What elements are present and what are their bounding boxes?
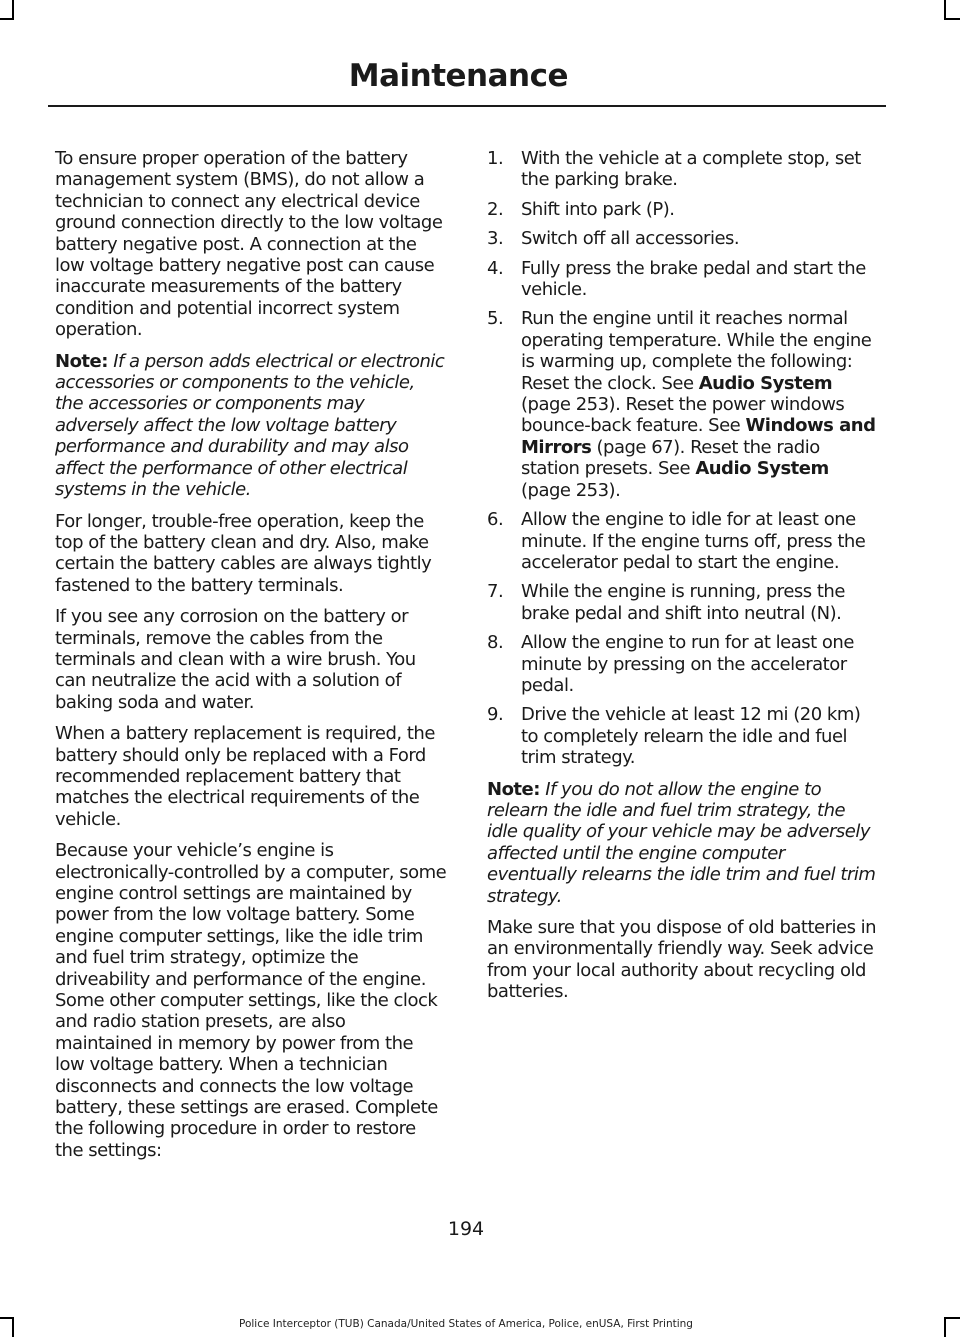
note-text: If you do not allow the engine to relearn the idle and fuel trim strategy, the idle quality of your vehicle may be adversely affected until the engine computer eventually relearns the idle trim and fuel trim strategy. [487,778,876,907]
step-text: Switch off all accessories. [521,228,740,250]
step-number: 4. [487,257,504,279]
step-text-part: Run the engine until it reaches normal operating temperature. While the engine is warming up, complete the following: Reset the clock. See [521,308,872,394]
step-item [487,704,879,768]
step-text: Shift into park (P). [521,198,675,220]
note-text: If a person adds electrical or electronic accessories or components to the vehicle, the accessories or components may adversely affect the low voltage battery performance and durability and may also affect the performance of other electrical systems in the vehicle. [55,350,445,501]
step-item [487,199,879,220]
step-text: Fully press the brake pedal and start the vehicle. [521,257,866,301]
step-text: Allow the engine to run for at least one minute by pressing on the accelerator pedal. [521,632,854,696]
cross-reference-link[interactable]: Windows and Mirrors [521,415,876,458]
step-number: 6. [487,509,504,531]
paragraph-disposal: Make sure that you dispose of old batteries in an environmentally friendly way. Seek advice from your local authority about recycling old batteries. [487,917,877,1003]
step-text-part: (page 253). [521,479,621,501]
step-item [487,258,879,301]
step-text: Allow the engine to idle for at least one minute. If the engine turns off, press the accelerator pedal to start the engine. [521,509,866,573]
note-relearn [487,779,879,907]
step-text: Drive the vehicle at least 12 mi (20 km) to completely relearn the idle and fuel trim strategy. [521,704,861,769]
step-text: With the vehicle at a complete stop, set the parking brake. [521,148,861,191]
step-text-part: (page 67). Reset the radio station presets. See [521,436,820,480]
step-item [487,581,879,624]
right-column [487,148,879,1013]
crop-mark [0,18,14,20]
step-item [487,509,879,573]
crop-mark [944,1317,960,1319]
crop-mark [944,18,960,20]
step-text-part: (page 253). Reset the power windows bounce-back feature. See [521,394,845,437]
step-number: 8. [487,632,504,654]
step-item [487,228,879,249]
crop-mark [944,0,946,20]
footer-text: Police Interceptor (TUB) Canada/United States of America, Police, enUSA, First Printing [239,1318,693,1330]
crop-mark [12,0,14,20]
header-rule [48,105,886,107]
page-number: 194 [447,1218,485,1240]
note-label: Note: [487,778,540,800]
step-number: 9. [487,704,504,726]
step-number: 5. [487,308,504,330]
paragraph-bms: To ensure proper operation of the battery management system (BMS), do not allow a technician to connect any electrical device ground connection directly to the low voltage battery negative post. A connection at the low voltage battery negative post can cause inaccurate measurements of the battery condition and potential incorrect system operation. [55,148,443,341]
note-accessories [55,351,447,501]
step-item [487,632,879,696]
step-item [487,148,879,191]
left-column [55,148,447,1171]
paragraph-settings: Because your vehicle’s engine is electronically-controlled by a computer, some engine control settings are maintained by power from the low voltage battery. Some engine computer settings, like the idle trim and fuel trim strategy, optimize the driveability and performance of the engine. Some other computer settings, like the clock and radio station presets, are also maintained in memory by power from the low voltage battery. When a technician disconnects and connects the low voltage battery, these settings are erased. Complete the following procedure in order to restore the settings: [55,840,447,1161]
step-text: While the engine is running, press the brake pedal and shift into neutral (N). [521,581,845,624]
cross-reference-link[interactable]: Audio System [698,372,833,394]
step-item [487,308,879,501]
step-number: 1. [487,148,504,169]
section-title: Maintenance [348,58,568,94]
step-number: 2. [487,198,504,220]
step-number: 3. [487,228,504,250]
note-label: Note: [55,350,108,372]
procedure-steps [487,148,879,769]
paragraph-clean: For longer, trouble-free operation, keep the top of the battery clean and dry. Also, make certain the battery cables are always tightly fastened to the battery terminals. [55,510,432,596]
cross-reference-link[interactable]: Audio System [695,458,829,480]
paragraph-corrosion: If you see any corrosion on the battery or terminals, remove the cables from the terminals and clean with a wire brush. You can neutralize the acid with a solution of baking soda and water. [55,606,416,713]
crop-mark [944,1317,946,1337]
paragraph-replacement: When a battery replacement is required, the battery should only be replaced with a Ford recommended replacement battery that matches the electrical requirements of the vehicle. [55,723,435,830]
step-text [521,308,876,500]
step-number: 7. [487,581,504,603]
